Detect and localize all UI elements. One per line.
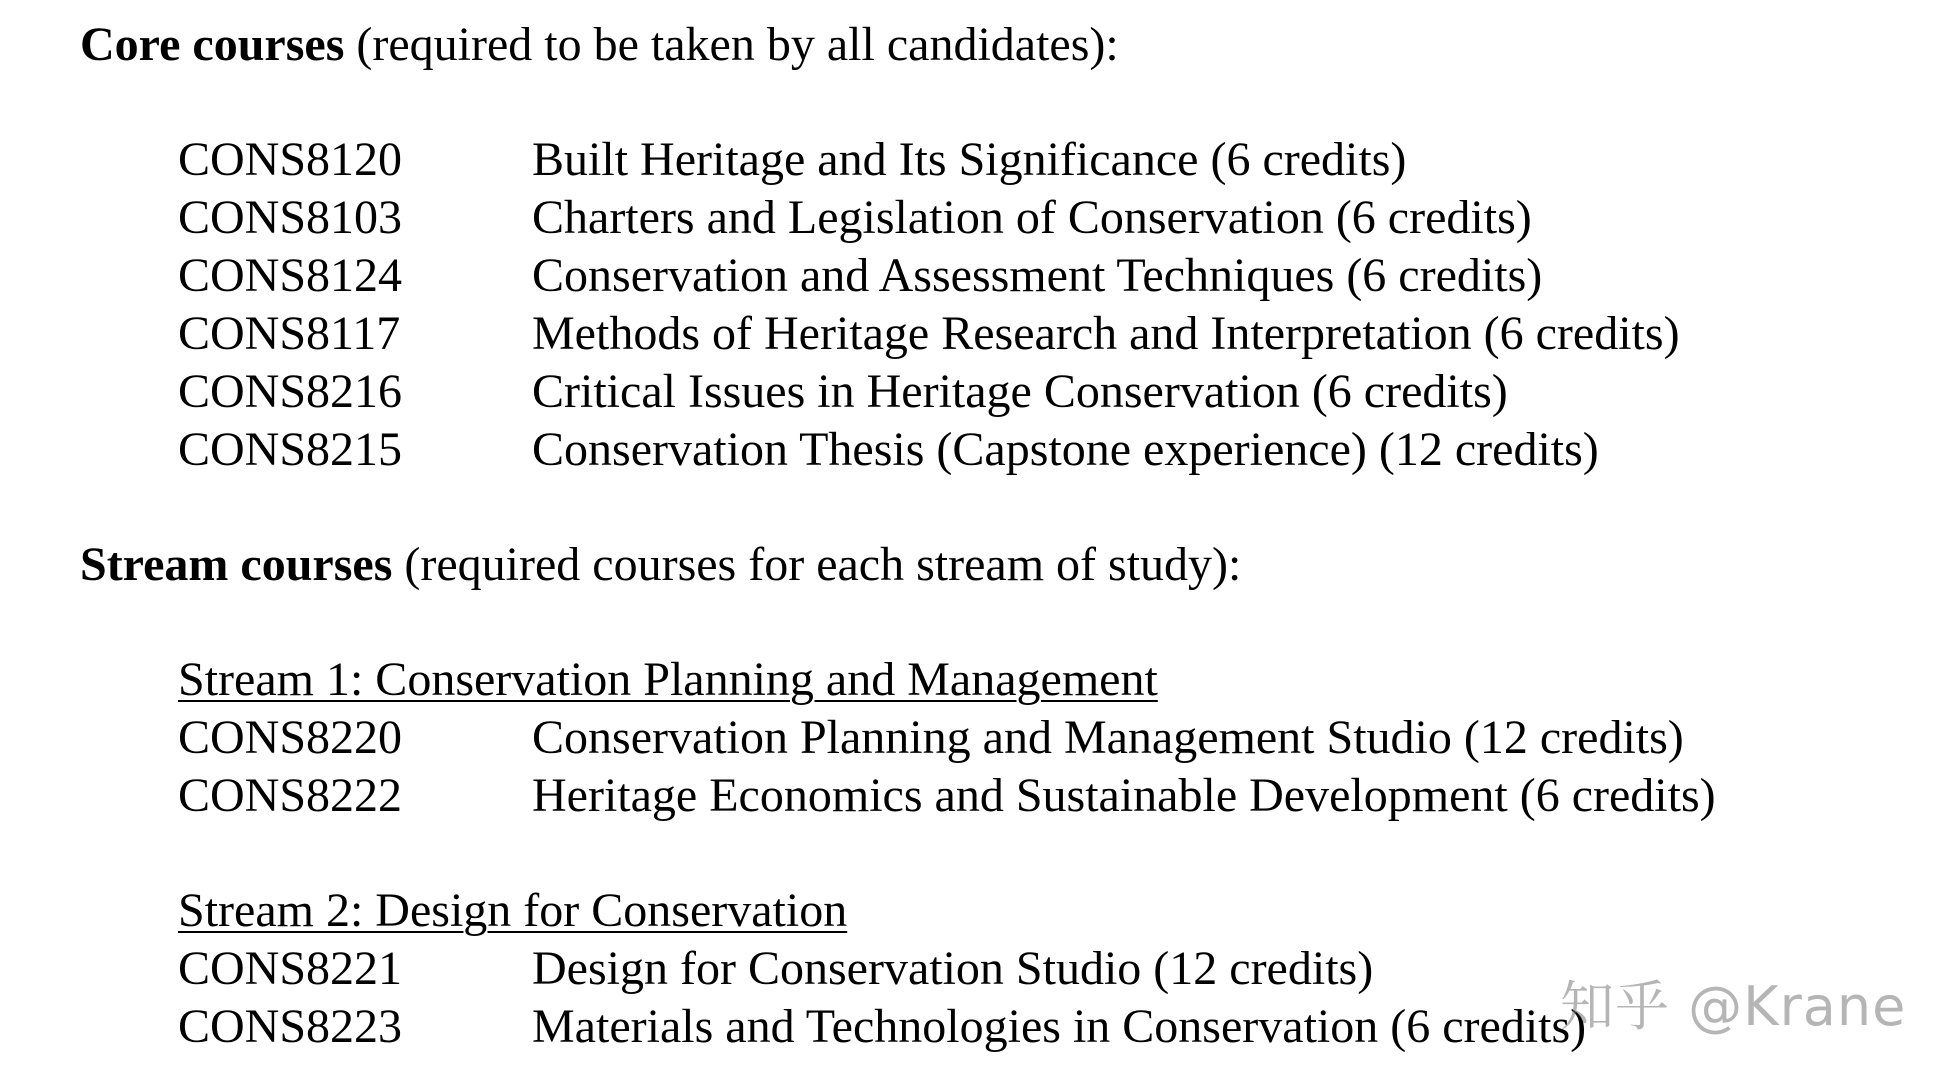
zhihu-watermark: 知乎 @Krane [1560, 975, 1907, 1038]
course-title: Conservation Thesis (Capstone experience) (12 credits) [532, 423, 1599, 476]
course-title: Built Heritage and Its Significance (6 credits) [532, 133, 1407, 186]
course-code: CONS8117 [178, 307, 401, 360]
stream-courses-heading [80, 536, 1241, 594]
course-code: CONS8223 [178, 1000, 403, 1053]
course-code: CONS8221 [178, 942, 403, 995]
stream-courses-heading-bold: Stream courses [80, 538, 393, 591]
course-code: CONS8220 [178, 711, 403, 764]
core-course-row [178, 363, 1828, 421]
course-code: CONS8215 [178, 423, 403, 476]
core-course-row [178, 305, 1828, 363]
core-courses-heading-bold: Core courses [80, 18, 345, 71]
stream-course-row [178, 767, 1828, 825]
core-course-row [178, 421, 1828, 479]
stream-courses-heading-text: (required courses for each stream of study): [392, 538, 1242, 591]
core-course-row [178, 247, 1828, 305]
course-title: Conservation and Assessment Techniques (6 credits) [532, 249, 1543, 302]
course-title: Methods of Heritage Research and Interpretation (6 credits) [532, 307, 1680, 360]
course-title: Materials and Technologies in Conservation (6 credits) [532, 1000, 1587, 1053]
course-code: CONS8103 [178, 191, 403, 244]
core-courses-heading [80, 16, 1119, 74]
course-title: Critical Issues in Heritage Conservation (6 credits) [532, 365, 1508, 418]
stream-1-title: Stream 1: Conservation Planning and Management [178, 653, 1158, 706]
stream-2-title: Stream 2: Design for Conservation [178, 884, 848, 937]
course-title: Charters and Legislation of Conservation (6 credits) [532, 191, 1532, 244]
course-title: Conservation Planning and Management Studio (12 credits) [532, 711, 1684, 764]
course-code: CONS8216 [178, 365, 403, 418]
course-code: CONS8120 [178, 133, 403, 186]
core-course-row [178, 131, 1828, 189]
course-title: Heritage Economics and Sustainable Development (6 credits) [532, 769, 1716, 822]
core-course-row [178, 189, 1828, 247]
stream-course-row [178, 709, 1828, 767]
core-courses-heading-text: (required to be taken by all candidates): [344, 18, 1119, 71]
course-title: Design for Conservation Studio (12 credits) [532, 942, 1374, 995]
course-code: CONS8222 [178, 769, 403, 822]
course-code: CONS8124 [178, 249, 403, 302]
